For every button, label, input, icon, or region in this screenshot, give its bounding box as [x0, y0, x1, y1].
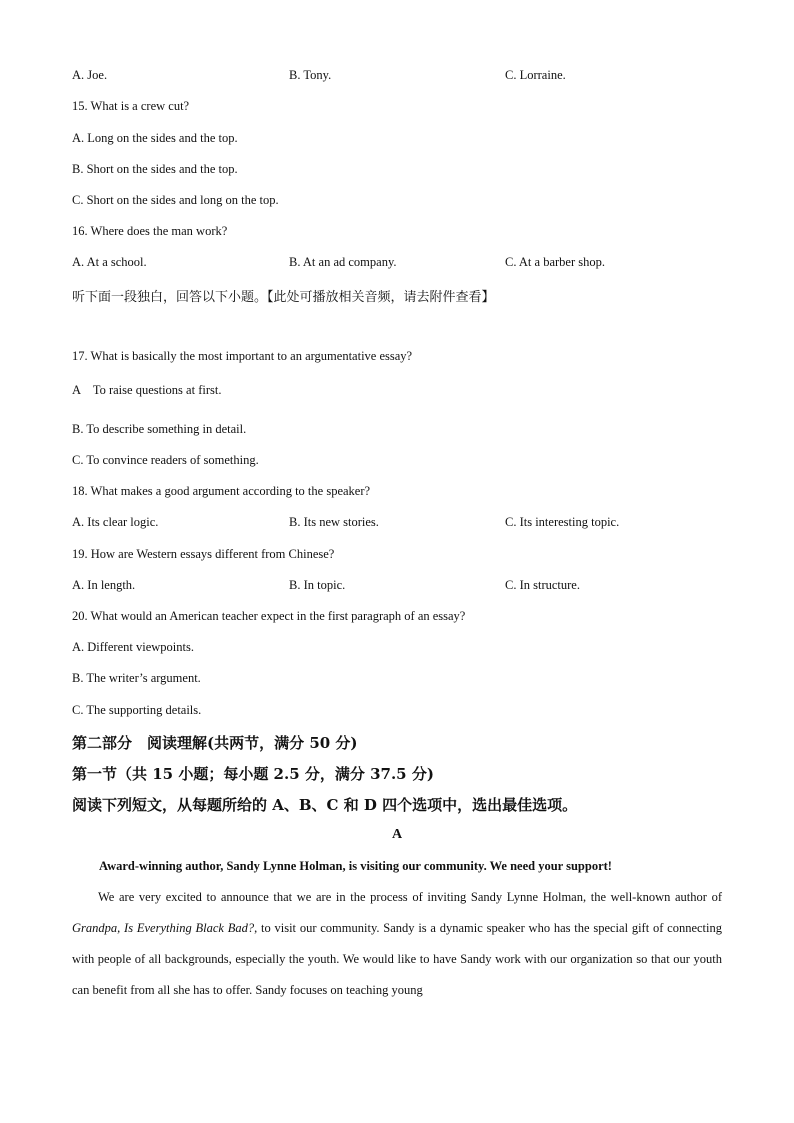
section1-heading: 第一节（共 15 小题；每小题 2.5 分，满分 37.5 分) [72, 765, 434, 783]
q16-question: 16. Where does the man work? [72, 224, 228, 238]
passage-paragraph [72, 882, 722, 1006]
passage-title: Award-winning author, Sandy Lynne Holman, is visiting our community. We need your support! [99, 859, 612, 873]
q20-question: 20. What would an American teacher expect in the first paragraph of an essay? [72, 609, 466, 623]
q14-option-a: A. Joe. [72, 68, 108, 82]
q15-option-c: C. Short on the sides and long on the top. [72, 193, 279, 207]
q15-question: 15. What is a crew cut? [72, 99, 190, 113]
q18-option-c: C. Its interesting topic. [505, 515, 620, 529]
q18-option-b: B. Its new stories. [289, 515, 379, 529]
paragraph-text-end: , to visit our community. Sandy is a dynamic speaker who has the special gift of connecting with people of all backgrounds, especially the youth. We would like to have Sandy work with our organization so that our youth can benefit from all she has to offer. Sandy focuses on teaching young [72, 921, 722, 997]
q14-option-b: B. Tony. [289, 68, 332, 82]
q16-option-b: B. At an ad company. [289, 255, 397, 269]
q19-option-c: C. In structure. [505, 578, 580, 592]
q20-option-a: A. Different viewpoints. [72, 640, 194, 654]
q17-option-a: A To raise questions at first. [72, 383, 222, 397]
q18-question: 18. What makes a good argument according to the speaker? [72, 484, 371, 498]
q17-question: 17. What is basically the most important to an argumentative essay? [72, 349, 413, 363]
q15-option-a: A. Long on the sides and the top. [72, 131, 238, 145]
q18-option-a: A. Its clear logic. [72, 515, 159, 529]
q19-option-a: A. In length. [72, 578, 136, 592]
q19-question: 19. How are Western essays different from Chinese? [72, 547, 335, 561]
reading-instruction: 阅读下列短文，从每题所给的 A、B、C 和 D 四个选项中，选出最佳选项。 [72, 796, 578, 814]
q16-option-a: A. At a school. [72, 255, 147, 269]
q16-option-c: C. At a barber shop. [505, 255, 605, 269]
q15-option-b: B. Short on the sides and the top. [72, 162, 238, 176]
q19-option-b: B. In topic. [289, 578, 346, 592]
q17-option-c: C. To convince readers of something. [72, 453, 259, 467]
passage-label: A [391, 827, 403, 842]
part2-heading: 第二部分 阅读理解(共两节，满分 50 分) [72, 734, 358, 752]
paragraph-text-start: We are very excited to announce that we are in the process of inviting Sandy Lynne Holman, the well-known author of [98, 890, 722, 904]
q20-option-c: C. The supporting details. [72, 703, 202, 717]
monologue-instruction: 听下面一段独白，回答以下小题。【此处可播放相关音频，请去附件查看】 [72, 290, 495, 305]
q14-option-c: C. Lorraine. [505, 68, 566, 82]
book-title: Grandpa, Is Everything Black Bad? [72, 921, 255, 935]
q17-option-b: B. To describe something in detail. [72, 422, 247, 436]
q20-option-b: B. The writer’s argument. [72, 671, 201, 685]
